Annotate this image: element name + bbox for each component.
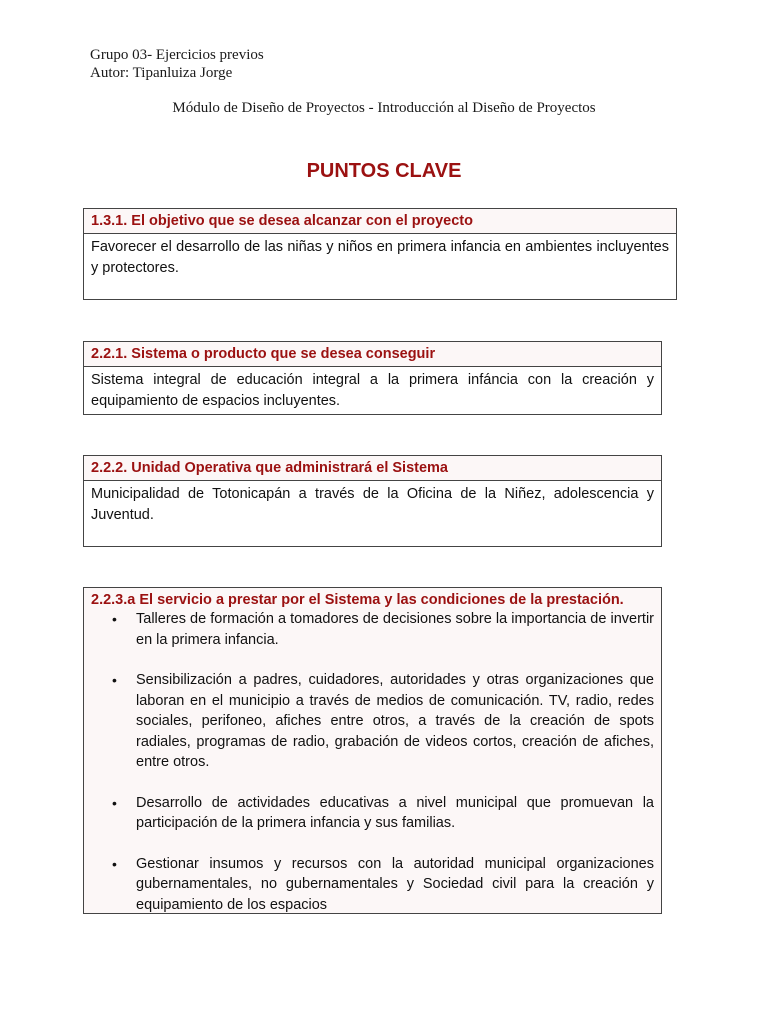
service-list [84, 609, 661, 915]
section-heading: 2.2.3.a El servicio a prestar por el Sistema y las condiciones de la prestación. [84, 588, 661, 609]
list-item-text: Desarrollo de actividades educativas a nivel municipal que promuevan la participación de la primera infancia y sus familias. [136, 794, 654, 831]
page-title: PUNTOS CLAVE [306, 160, 462, 182]
bullet-icon: • [112, 611, 117, 627]
bullet-icon: • [112, 794, 117, 811]
group-line: Grupo 03- Ejercicios previos [90, 47, 264, 63]
list-item [112, 609, 654, 650]
section-body: Favorecer el desarrollo de las niñas y niños en primera infancia en ambientes incluyentes y protectores. [91, 239, 669, 276]
section-operative-unit [83, 455, 662, 547]
list-item-text: Sensibilización a padres, cuidadores, autoridades y otras organizaciones que laboran en el municipio a través de medios de comunicación. TV, radio, redes sociales, perifoneo, afiches entre otros, a través de la creación de spots radiales, programas de radio, grabación de videos cortos, creación de afiches, entre otros. [136, 672, 654, 770]
section-body: Municipalidad de Totonicapán a través de la Oficina de la Niñez, adolescencia y Juventud. [91, 486, 654, 523]
bullet-icon: • [112, 672, 117, 688]
list-item-text: Gestionar insumos y recursos con la autoridad municipal organizaciones gubernamentales, no gubernamentales y Sociedad civil para la creación y equipamiento de los espacios [136, 855, 654, 913]
section-heading: 1.3.1. El objetivo que se desea alcanzar con el proyecto [84, 209, 676, 234]
section-objective [83, 208, 677, 300]
bullet-icon: • [112, 855, 117, 872]
list-item-text: Talleres de formación a tomadores de decisiones sobre la importancia de invertir en la primera infancia. [136, 611, 654, 648]
list-item [112, 670, 654, 773]
section-system [83, 341, 662, 415]
author-line: Autor: Tipanluiza Jorge [90, 65, 233, 81]
list-item [112, 793, 654, 834]
section-body: Sistema integral de educación integral a la primera infáncia con la creación y equipamiento de espacios incluyentes. [91, 372, 654, 409]
section-service [83, 587, 662, 914]
section-heading: 2.2.2. Unidad Operativa que administrará el Sistema [84, 456, 661, 481]
section-heading: 2.2.1. Sistema o producto que se desea conseguir [84, 342, 661, 367]
module-line: Módulo de Diseño de Proyectos - Introducción al Diseño de Proyectos [172, 100, 596, 116]
list-item [112, 854, 654, 916]
